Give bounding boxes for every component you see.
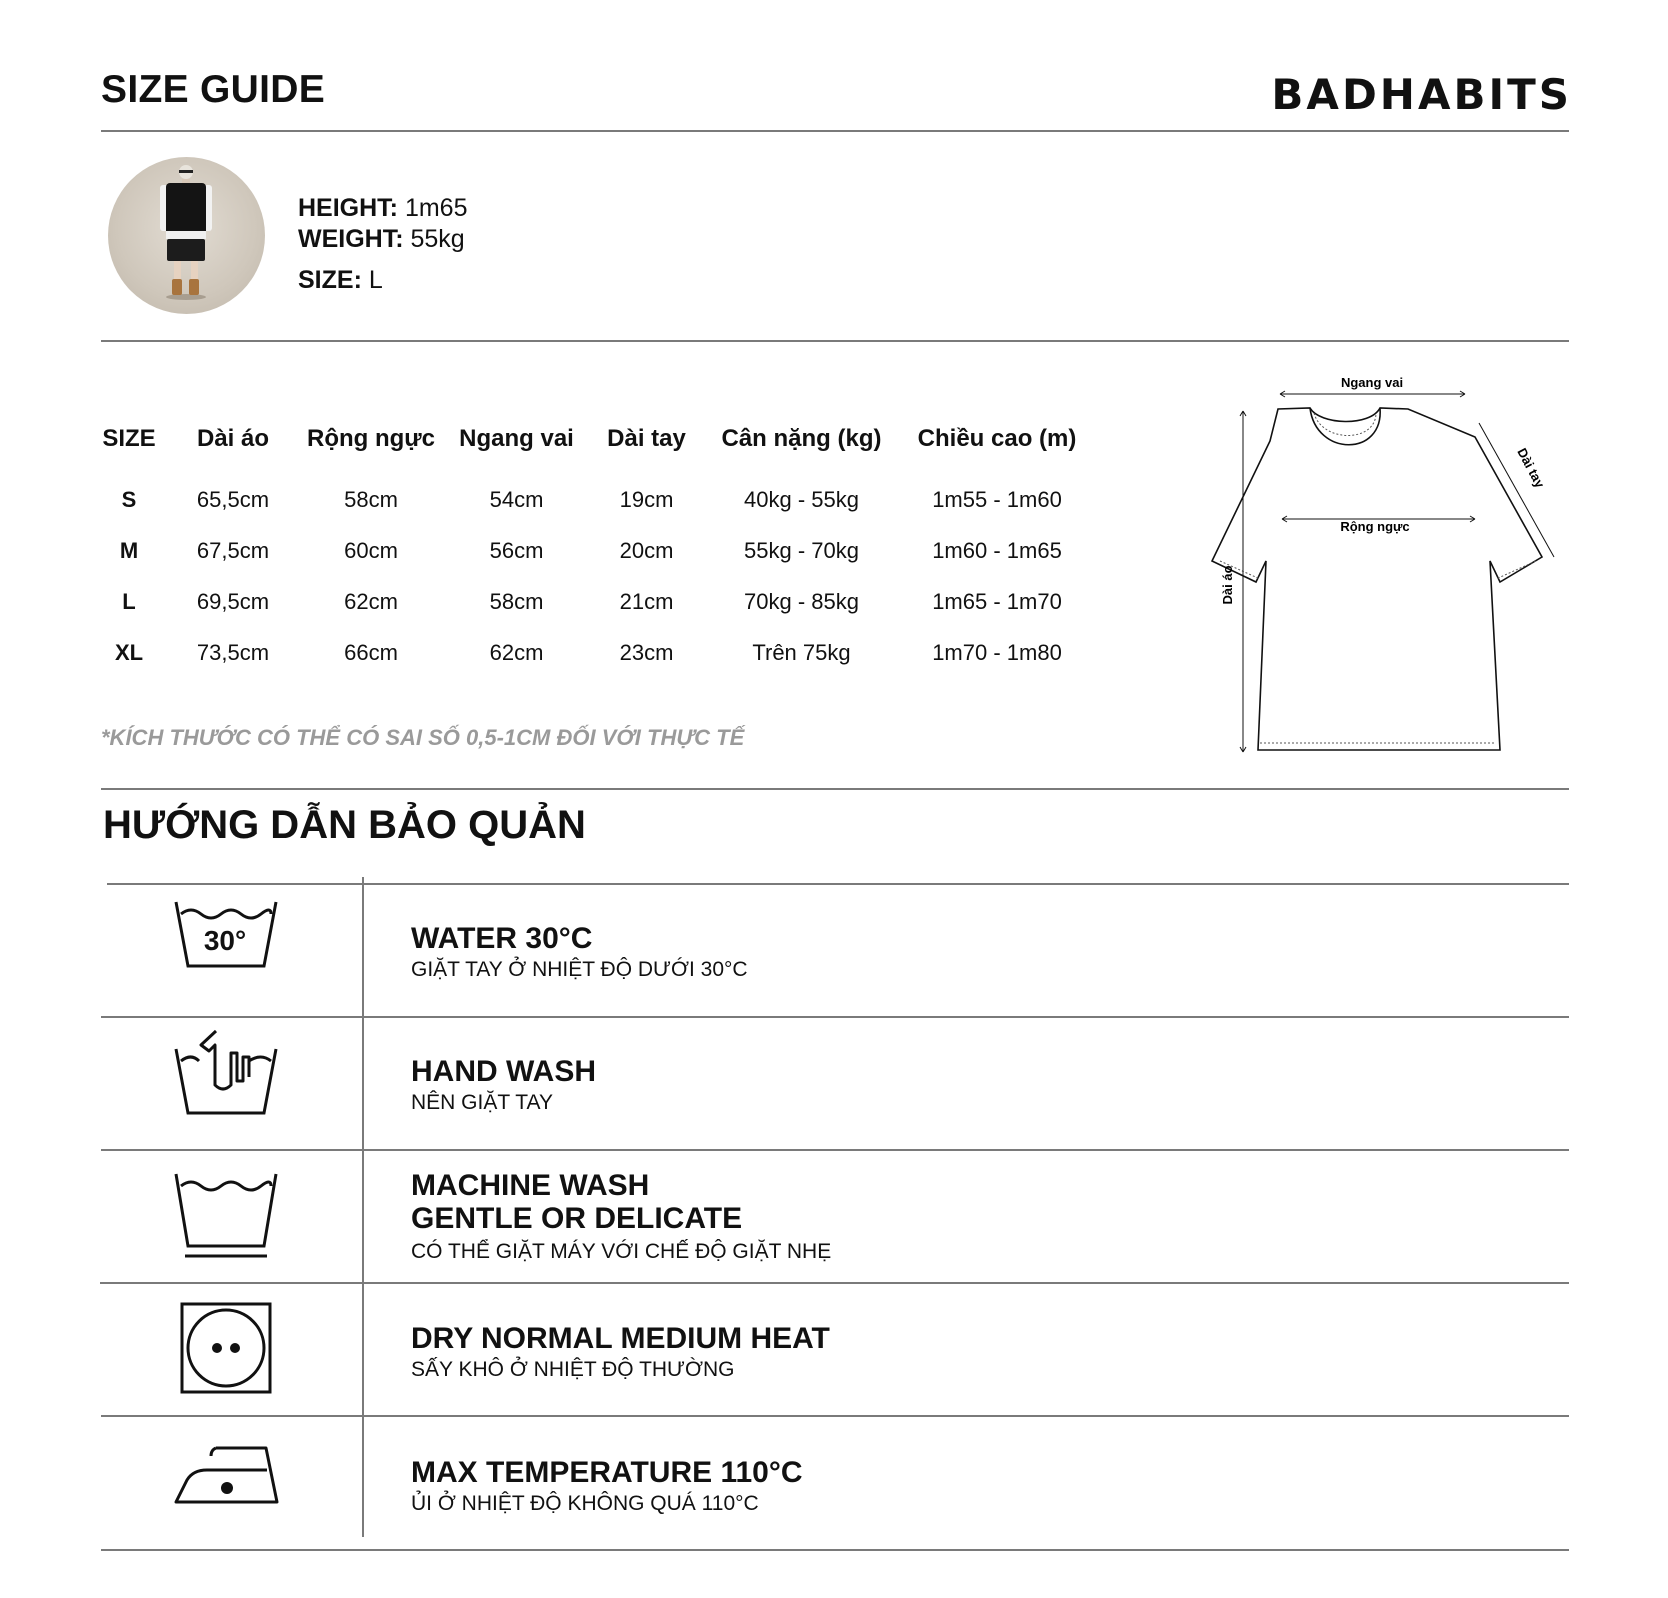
chest-label: Rộng ngực — [1340, 519, 1410, 534]
care-title: HƯỚNG DẪN BẢO QUẢN — [103, 803, 586, 847]
table-cell: 55kg - 70kg — [744, 537, 859, 563]
table-cell: 66cm — [344, 639, 398, 665]
tshirt-diagram — [1190, 365, 1570, 760]
table-cell: 65,5cm — [196, 486, 270, 512]
table-cell: 1m70 - 1m80 — [932, 639, 1062, 665]
care-item-desc: CÓ THỂ GIẶT MÁY VỚI CHẾ ĐỘ GIẶT NHẸ — [411, 1240, 832, 1263]
hand-wash-icon — [171, 1027, 281, 1127]
header-shoulder: Ngang vai — [459, 425, 574, 452]
table-cell: 67,5cm — [196, 537, 270, 563]
table-row — [95, 525, 1090, 576]
length-label: Dài áo — [1220, 565, 1235, 605]
table-cell: 58cm — [344, 486, 398, 512]
care-item-desc: NÊN GIẶT TAY — [411, 1091, 553, 1114]
table-cell: XL — [114, 639, 144, 665]
header-length: Dài áo — [196, 425, 270, 452]
table-cell: L — [122, 588, 136, 614]
table-row — [95, 474, 1090, 525]
table-cell: 21cm — [619, 588, 674, 614]
divider — [101, 1549, 1569, 1551]
model-info — [298, 193, 468, 296]
care-item — [100, 1283, 1570, 1414]
table-row — [95, 627, 1090, 678]
divider — [101, 788, 1569, 790]
header-weight: Cân nặng (kg) — [721, 425, 882, 452]
table-cell: 19cm — [619, 486, 674, 512]
model-size: SIZE: L — [298, 266, 383, 294]
care-item-title: HAND WASH — [411, 1055, 596, 1088]
table-cell: 58cm — [489, 588, 544, 614]
care-item-desc: GIẶT TAY Ở NHIỆT ĐỘ DƯỚI 30°C — [411, 958, 748, 981]
table-header-row — [95, 418, 1090, 460]
brand-logo: BADHABITS — [1271, 70, 1572, 119]
model-weight: WEIGHT: 55kg — [298, 225, 465, 253]
svg-text:30°: 30° — [203, 925, 247, 956]
table-cell: 62cm — [489, 639, 544, 665]
table-row — [95, 576, 1090, 627]
model-height: HEIGHT: 1m65 — [298, 194, 468, 222]
header-size: SIZE — [102, 425, 156, 452]
care-item — [100, 1017, 1570, 1148]
divider — [101, 340, 1569, 342]
table-cell: 1m60 - 1m65 — [932, 537, 1062, 563]
model-photo — [108, 157, 265, 314]
sleeve-label: Dài tay — [1514, 445, 1548, 491]
page-title: SIZE GUIDE — [101, 68, 326, 111]
care-item — [100, 1150, 1570, 1281]
table-cell: M — [119, 537, 139, 563]
size-table — [95, 418, 1090, 678]
table-cell: 70kg - 85kg — [744, 588, 859, 614]
header-height: Chiều cao (m) — [917, 425, 1077, 452]
care-item-title: DRY NORMAL MEDIUM HEAT — [411, 1322, 830, 1355]
care-item-desc: ỦI Ở NHIỆT ĐỘ KHÔNG QUÁ 110°C — [411, 1492, 759, 1515]
table-cell: Trên 75kg — [752, 639, 851, 665]
header-chest: Rộng ngực — [306, 425, 436, 452]
shoulder-label: Ngang vai — [1340, 375, 1404, 390]
gentle-machine-wash-icon — [171, 1160, 281, 1260]
tumble-dry-medium-icon — [171, 1293, 281, 1403]
table-cell: 1m55 - 1m60 — [932, 486, 1062, 512]
care-item — [100, 884, 1570, 1015]
table-cell: 60cm — [344, 537, 398, 563]
size-note: *KÍCH THƯỚC CÓ THỂ CÓ SAI SỐ 0,5-1CM ĐỐI VỚI THỰC TẾ — [101, 725, 745, 750]
care-item-desc: SẤY KHÔ Ở NHIỆT ĐỘ THƯỜNG — [411, 1358, 735, 1381]
care-item-title: MAX TEMPERATURE 110°C — [411, 1456, 803, 1489]
table-cell: 56cm — [489, 537, 544, 563]
table-cell: 20cm — [619, 537, 674, 563]
wash-30-icon — [171, 894, 281, 994]
table-cell: S — [121, 486, 137, 512]
care-item-title: MACHINE WASH — [411, 1169, 650, 1202]
table-cell: 40kg - 55kg — [744, 486, 859, 512]
iron-low-icon — [171, 1426, 281, 1526]
table-cell: 1m65 - 1m70 — [932, 588, 1062, 614]
model-figure-icon — [108, 157, 265, 314]
table-cell: 54cm — [489, 486, 544, 512]
table-cell: 62cm — [344, 588, 398, 614]
header-sleeve: Dài tay — [607, 425, 686, 452]
table-cell: 23cm — [619, 639, 674, 665]
table-cell: 73,5cm — [196, 639, 270, 665]
table-cell: 69,5cm — [196, 588, 270, 614]
care-item-title: GENTLE OR DELICATE — [411, 1202, 743, 1235]
divider — [101, 130, 1569, 132]
care-item — [100, 1416, 1570, 1547]
care-item-title: WATER 30°C — [411, 922, 593, 955]
